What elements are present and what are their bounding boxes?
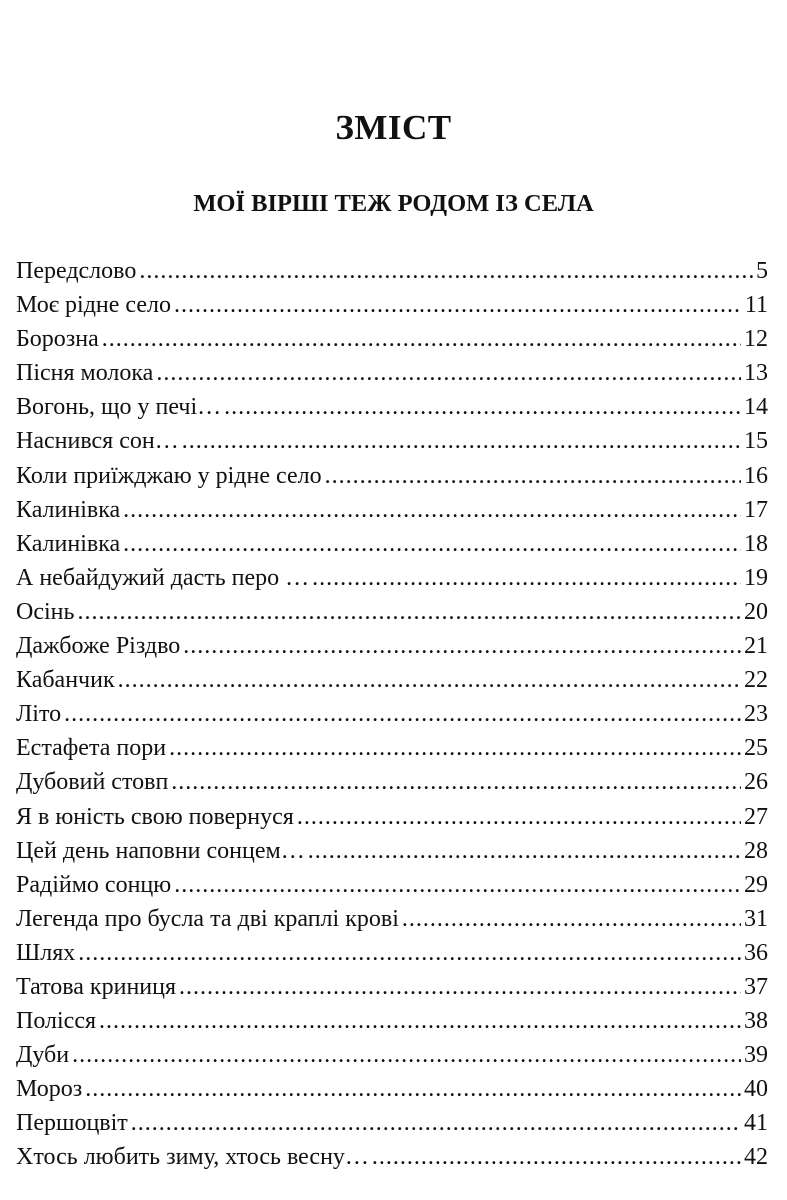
toc-dot-leader — [169, 731, 741, 765]
toc-entry — [16, 561, 768, 595]
toc-dot-leader — [156, 356, 741, 390]
toc-dot-leader — [182, 424, 741, 458]
toc-entry-title: Естафета пори — [16, 735, 167, 762]
toc-entry-title: Шлях — [16, 939, 76, 966]
toc-entry-page-number: 23 — [744, 701, 768, 728]
toc-entry — [16, 697, 768, 731]
toc-entry-page-number: 36 — [744, 939, 768, 966]
toc-entry-page-number: 42 — [744, 1144, 768, 1171]
toc-dot-leader — [78, 936, 741, 970]
toc-entry-title: Борозна — [16, 326, 99, 353]
toc-entry — [16, 663, 768, 697]
toc-entry-page-number: 25 — [744, 735, 768, 762]
toc-entry-page-number: 5 — [756, 258, 768, 284]
toc-entry — [16, 254, 768, 288]
toc-entry — [16, 1106, 768, 1140]
toc-entry-title: Легенда про бусла та дві краплі крові — [16, 905, 399, 932]
toc-entry — [16, 1072, 768, 1106]
toc-dot-leader — [102, 322, 741, 356]
toc-entry — [16, 1140, 768, 1174]
toc-dot-leader — [308, 834, 741, 868]
toc-entry-page-number: 19 — [744, 564, 768, 591]
toc-entry — [16, 834, 768, 868]
toc-entry-page-number: 12 — [744, 326, 768, 353]
toc-dot-leader — [77, 595, 741, 629]
toc-dot-leader — [224, 390, 741, 424]
toc-entry-title: Цей день наповни сонцем… — [16, 837, 305, 864]
toc-entry — [16, 765, 768, 799]
toc-entry — [16, 356, 768, 390]
toc-entry-page-number: 20 — [744, 598, 768, 625]
toc-dot-leader — [402, 902, 741, 936]
toc-entry-title: Я в юність свою повернуся — [16, 803, 294, 830]
toc-entry-page-number: 27 — [744, 803, 768, 830]
toc-dot-leader — [174, 288, 742, 322]
toc-entry-title: Пісня молока — [16, 360, 154, 387]
toc-entry — [16, 527, 768, 561]
toc-entry-title: Першоцвіт — [16, 1110, 128, 1137]
toc-entry — [16, 595, 768, 629]
toc-entry-title: Літо — [16, 701, 62, 728]
toc-entry-title: Калинівка — [16, 496, 121, 523]
toc-entry-title: Кабанчик — [16, 667, 115, 694]
toc-dot-leader — [179, 970, 741, 1004]
toc-entry — [16, 629, 768, 663]
toc-entry — [16, 868, 768, 902]
toc-entry-page-number: 14 — [744, 394, 768, 421]
toc-entry-title: Татова криниця — [16, 973, 177, 1000]
toc-entry-title: А небайдужий дасть перо … — [16, 564, 310, 591]
toc-entry-page-number: 16 — [744, 462, 768, 489]
toc-dot-leader — [325, 459, 741, 493]
toc-entry-page-number: 37 — [744, 973, 768, 1000]
toc-entry-page-number: 15 — [744, 428, 768, 455]
toc-entry — [16, 731, 768, 765]
toc-dot-leader — [131, 1106, 741, 1140]
toc-entry-page-number: 39 — [744, 1042, 768, 1069]
toc-dot-leader — [85, 1072, 741, 1106]
toc-entry-page-number: 41 — [744, 1110, 768, 1137]
table-of-contents — [16, 254, 768, 1175]
toc-entry-page-number: 21 — [744, 633, 768, 660]
toc-dot-leader — [123, 493, 741, 527]
toc-dot-leader — [99, 1004, 741, 1038]
toc-entry-title: Передслово — [16, 258, 137, 284]
toc-entry-title: Наснився сон… — [16, 428, 179, 455]
toc-entry — [16, 902, 768, 936]
toc-entry-title: Дажбоже Різдво — [16, 633, 181, 660]
toc-entry — [16, 424, 768, 458]
toc-dot-leader — [139, 254, 753, 288]
toc-entry — [16, 800, 768, 834]
toc-dot-leader — [123, 527, 741, 561]
toc-entry-page-number: 31 — [744, 905, 768, 932]
toc-dot-leader — [64, 697, 741, 731]
toc-entry-page-number: 28 — [744, 837, 768, 864]
toc-entry-title: Дубовий стовп — [16, 769, 169, 796]
toc-entry — [16, 970, 768, 1004]
toc-dot-leader — [372, 1140, 741, 1174]
toc-entry — [16, 459, 768, 493]
toc-entry-title: Полісся — [16, 1008, 97, 1035]
toc-entry-page-number: 17 — [744, 496, 768, 523]
toc-dot-leader — [171, 765, 741, 799]
toc-entry-title: Мороз — [16, 1076, 83, 1103]
toc-entry-title: Вогонь, що у печі… — [16, 394, 222, 421]
toc-dot-leader — [312, 561, 741, 595]
toc-entry-page-number: 38 — [744, 1008, 768, 1035]
toc-entry-page-number: 13 — [744, 360, 768, 387]
toc-entry-title: Хтось любить зиму, хтось весну… — [16, 1144, 369, 1171]
toc-entry-page-number: 22 — [744, 667, 768, 694]
toc-entry-title: Моє рідне село — [16, 292, 171, 319]
toc-entry-title: Калинівка — [16, 530, 121, 557]
toc-dot-leader — [72, 1038, 741, 1072]
toc-entry-title: Радіймо сонцю — [16, 871, 172, 898]
toc-entry-page-number: 26 — [744, 769, 768, 796]
toc-dot-leader — [183, 629, 741, 663]
toc-dot-leader — [174, 868, 741, 902]
toc-entry-title: Дуби — [16, 1042, 70, 1069]
toc-entry — [16, 1038, 768, 1072]
toc-entry-title: Коли приїжджаю у рідне село — [16, 462, 322, 489]
toc-entry — [16, 322, 768, 356]
toc-entry-page-number: 11 — [744, 292, 768, 319]
toc-entry-page-number: 40 — [744, 1076, 768, 1103]
toc-entry-title: Осінь — [16, 598, 75, 625]
page-title: ЗМІСТ — [335, 108, 452, 147]
toc-dot-leader — [297, 800, 741, 834]
toc-entry-page-number: 29 — [744, 871, 768, 898]
section-title: МОЇ ВІРШІ ТЕЖ РОДОМ ІЗ СЕЛА — [193, 190, 594, 217]
toc-entry — [16, 493, 768, 527]
toc-entry — [16, 390, 768, 424]
toc-entry — [16, 1004, 768, 1038]
toc-entry — [16, 288, 768, 322]
toc-entry — [16, 936, 768, 970]
toc-entry-page-number: 18 — [744, 530, 768, 557]
toc-dot-leader — [118, 663, 741, 697]
